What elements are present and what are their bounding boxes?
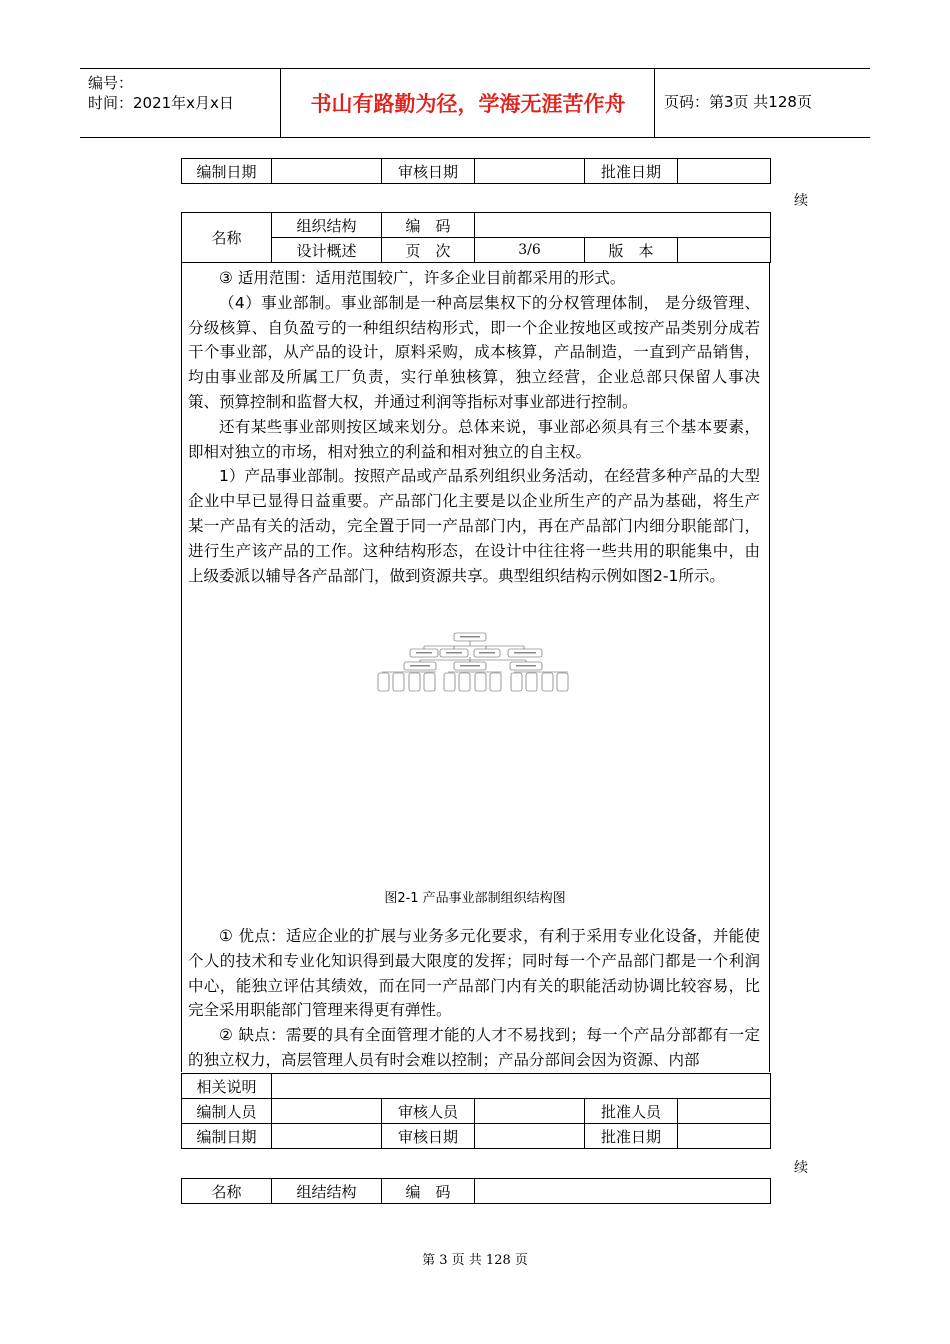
paragraph: （4）事业部制。事业部制是一种高层集权下的分权管理体制， 是分级管理、分级核算、自负盈亏的一种组织结构形式，即一个企业按地区或按产品类别分成若干个事业部，从产品的设计，原料采购，成本核算，产品制造，一直到产品销售，均由事业部及所属工厂负责，实行单独核算，独立经营，企业总部只保留人事决策、预算控制和监督大权，并通过利润等指标对事业部进行控制。 <box>188 293 760 411</box>
approve-date-label: 批准日期 <box>585 159 678 184</box>
number-label: 编号： <box>88 74 134 92</box>
review-date-value <box>475 1124 585 1149</box>
page-header <box>80 68 870 138</box>
continued-label: 续 <box>794 1160 808 1176</box>
paragraph: 1）产品事业部制。按照产品或产品系列组织业务活动，在经营多种产品的大型企业中早已显得日益重要。产品部门化主要是以企业所生产的产品为基础，将生产某一产品有关的活动，完全置于同一产品部门内，再在产品部门内细分职能部门，进行生产该产品的工作。这种结构形态，在设计中往往将一些共用的职能集中，由上级委派以辅导各产品部门，做到资源共享。典型组织结构示例如图2-1所示。 <box>188 467 760 585</box>
version-value <box>678 238 771 263</box>
figure-caption: 图2-1 产品事业部制组织结构图 <box>384 891 566 906</box>
review-date-label: 审核日期 <box>382 1124 475 1149</box>
paragraph: ① 优点：适应企业的扩展与业务多元化要求，有利于采用专业化设备，并能使个人的技术和专业化知识得到最大限度的发挥；同时每一个产品部门都是一个利润中心，能独立评估其绩效，而在同一产品部门内有关的职能活动协调比较容易，比完全采用职能部门管理来得更有弹性。 <box>188 927 760 1020</box>
code-value <box>475 213 771 238</box>
reviewer-label: 审核人员 <box>382 1099 475 1124</box>
related-notes-value <box>272 1074 771 1099</box>
paragraph: 还有某些事业部则按区域来划分。总体来说，事业部必须具有三个基本要素，即相对独立的市场，相对独立的利益和相对独立的自主权。 <box>188 417 760 461</box>
header-divider <box>280 69 281 137</box>
name-label: 名称 <box>182 1179 272 1204</box>
header-divider <box>654 69 655 137</box>
name-label: 名称 <box>182 213 272 263</box>
body-text <box>188 266 760 588</box>
org-chart-figure <box>374 630 574 696</box>
doc-title-line1: 组织结构 <box>272 213 382 238</box>
body-text-continued <box>188 924 760 1073</box>
header-meta <box>88 73 234 113</box>
top-form-table <box>181 158 771 184</box>
main-form-header <box>181 212 771 263</box>
prepare-date-label: 编制日期 <box>182 1124 272 1149</box>
preparer-value <box>272 1099 382 1124</box>
paragraph: ② 缺点：需要的具有全面管理才能的人才不易找到；每一个产品分部都有一定的独立权力，高层管理人员有时会难以控制；产品分部间会因为资源、内部 <box>188 1026 760 1069</box>
approve-date-value <box>678 1124 771 1149</box>
doc-title: 组结结构 <box>272 1179 382 1204</box>
review-date-label: 审核日期 <box>382 159 475 184</box>
review-date-value <box>475 159 585 184</box>
time-label: 时间：2021年x月x日 <box>88 94 234 112</box>
prepare-date-label: 编制日期 <box>182 159 272 184</box>
paragraph: ③ 适用范围：适用范围较广，许多企业目前都采用的形式。 <box>219 269 626 287</box>
approver-value <box>678 1099 771 1124</box>
code-label: 编 码 <box>382 213 475 238</box>
prepare-date-value <box>272 1124 382 1149</box>
bottom-form-table <box>181 1073 771 1149</box>
code-value <box>475 1179 771 1204</box>
header-motto: 书山有路勤为径，学海无涯苦作舟 <box>310 92 626 116</box>
approve-date-value <box>678 159 771 184</box>
prepare-date-value <box>272 159 382 184</box>
next-form-header <box>181 1178 771 1204</box>
code-label: 编 码 <box>382 1179 475 1204</box>
preparer-label: 编制人员 <box>182 1099 272 1124</box>
page-label: 页 次 <box>382 238 475 263</box>
page-value: 3/6 <box>475 238 585 263</box>
version-label: 版 本 <box>585 238 678 263</box>
header-page-info: 页码：第3页 共128页 <box>664 93 812 111</box>
approve-date-label: 批准日期 <box>585 1124 678 1149</box>
continued-label: 续 <box>794 193 808 209</box>
approver-label: 批准人员 <box>585 1099 678 1124</box>
reviewer-value <box>475 1099 585 1124</box>
page-footer: 第 3 页 共 128 页 <box>422 1253 528 1268</box>
related-notes-label: 相关说明 <box>182 1074 272 1099</box>
doc-title-line2: 设计概述 <box>272 238 382 263</box>
